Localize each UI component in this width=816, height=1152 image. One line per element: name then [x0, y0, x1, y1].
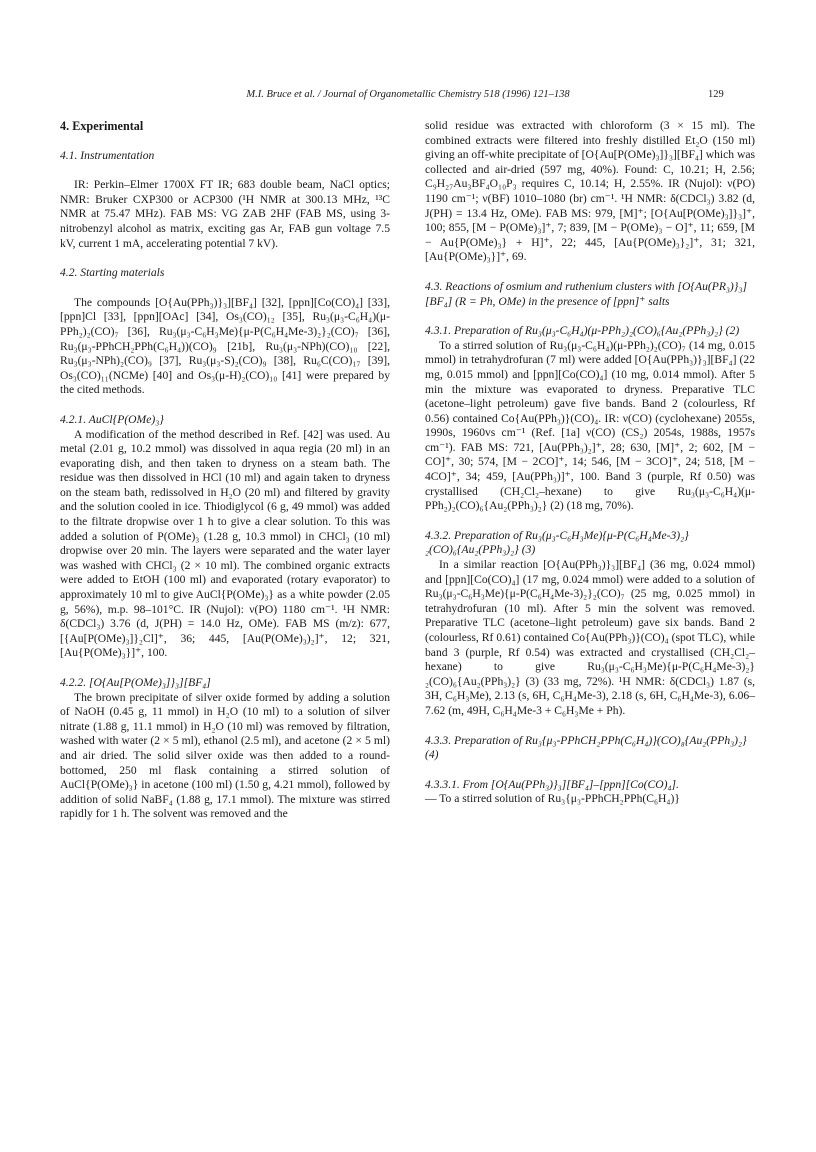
subsubsection-heading-oxonium: 4.2.2. [O{Au[P(OMe)₃]}₃][BF₄]	[60, 676, 211, 689]
running-head-title: M.I. Bruce et al. / Journal of Organometallic Chemistry 518 (1996) 121–138	[246, 89, 570, 100]
paragraph-4-3-1: To a stirred solution of Ru₃(μ₃-C₆H₄)(μ-PPh₂)₂(CO)₇ (14 mg, 0.015 mmol) in tetrahydrofuran (7 ml) were added [O{Au(PPh₃)}₃][BF₄] (22 mg, 0.015 mmol) and [ppn][Co(CO)₄] (10 mg, 0.014 mmol). After 5 min the mixture was evaporated to dryness. Preparative TLC (acetone–light petroleum) gave five bands. Band 2 (colourless, Rf 0.56) contained Co{Au(PPh₃)}(CO)₄. IR: ν(CO) (cyclohexane) 2055s, 1990s, 1960vs cm⁻¹ (Ref. [1a] ν(CO) (CS₂) 2054s, 1988s, 1957s cm⁻¹). FAB MS: 721, [Au(PPh₃)₂]⁺, 28; 630, [M]⁺, 2; 602, [M − CO]⁺, 30; 574, [M − 2CO]⁺, 14; 546, [M − 3CO]⁺, 24; 518, [M − 4CO]⁺, 34; 459, [Au(PPh₃)]⁺, 100. Band 3 (purple, Rf 0.50) was crystallised (CH₂Cl₂–hexane) to give Ru₃(μ₃-C₆H₄)(μ-PPh₂)₂(CO)₆{Au₂(PPh₃)₂} (2) (18 mg, 70%).	[425, 338, 755, 513]
subsection-heading-reactions: 4.3. Reactions of osmium and ruthenium clusters with [O{Au(PR₃)}₃][BF₄] (R = Ph, OMe) in the presence of [ppn]⁺ salts	[425, 279, 747, 308]
subsection-heading-starting-materials: 4.2. Starting materials	[60, 266, 165, 280]
left-column	[60, 119, 390, 822]
subsubsection-heading-4-3-2: 4.3.2. Preparation of Ru₃(μ₃-C₆H₃Me){μ-P(C₆H₄Me-3)₂}₂(CO)₆{Au₂(PPh₃)₂} (3)	[425, 528, 689, 557]
subsubsection-heading-4-3-3: 4.3.3. Preparation of Ru₃{μ₃-PPhCH₂PPh(C₆H₄)}(CO)₈{Au₂(PPh₃)₂} (4)	[425, 733, 747, 762]
subsubsection-heading-4-3-1: 4.3.1. Preparation of Ru₃(μ₃-C₆H₄)(μ-PPh₂)₂(CO)₆{Au₂(PPh₃)₂} (2)	[425, 324, 740, 338]
paragraph-4-3-3-1: — To a stirred solution of Ru₃{μ₃-PPhCH₂PPh(C₆H₄)}	[425, 792, 680, 806]
right-column	[425, 119, 755, 807]
paragraph-starting-materials: The compounds [O{Au(PPh₃)}₃][BF₄] [32], [ppn][Co(CO)₄] [33], [ppn]Cl [33], [ppn][OAc] [34], Os₃(CO)₁₂ [35], Ru₃(μ₃-C₆H₄)(μ-PPh₂)₂(CO)₇ [36], Ru₃(μ₃-C₆H₃Me){μ-P(C₆H₄Me-3)₂}₂(CO)₇ [36], Ru₃(μ₃-PPhCH₂PPh(C₆H₄))(CO)₉ [21b], Ru₃(μ₃-NPh)(CO)₁₀ [22], Ru₃(μ₃-NPh)₂(CO)₉ [37], Ru₃(μ₃-S)₂(CO)₉ [38], Ru₆C(CO)₁₇ [39], Os₃(CO)₁₁(NCMe) [40] and Os₃(μ-H)₂(CO)₁₀ [41] were prepared by the cited methods.	[60, 295, 390, 397]
running-head	[0, 89, 816, 103]
paragraph-aucl: A modification of the method described in Ref. [42] was used. Au metal (2.01 g, 10.2 mmol) was dissolved in aqua regia (20 ml) in an evaporating dish, and then taken to dryness on a steam bath. The residue was then dissolved in HCl (10 ml) and again taken to dryness on the steam bath, redissolved in H₂O (20 ml) and filtered by gravity and the solution cooled in ice. Thiodiglycol (6 g, 49 mmol) was added to the filtrate dropwise over 1 h to give a clear solution. To this was added a solution of P(OMe)₃ (1.28 g, 10.3 mmol) in CHCl₃ (10 ml) dropwise over 20 min. The layers were separated and the water layer was washed with CHCl₃ (2 × 10 ml). The combined organic extracts were added to EtOH (100 ml) and evaporated (rotary evaporator) to approximately 10 ml to give AuCl{P(OMe)₃} as a white powder (2.05 g, 56%), m.p. 98–101°C. IR (Nujol): ν(PO) 1180 cm⁻¹. ¹H NMR: δ(CDCl₃) 3.76 (d, J(PH) = 14.0 Hz, OMe). FAB MS (m/z): 677, [{Au[P(OMe)₃]}₂Cl]⁺, 36; 445, [Au(P(OMe)₃)₂]⁺, 12; 321, [Au{P(OMe)₃}]⁺, 100.	[60, 427, 390, 660]
paragraph-continued: solid residue was extracted with chloroform (3 × 15 ml). The combined extracts were filtered into freshly distilled Et₂O (150 ml) giving an off-white precipitate of [O{Au[P(OMe)₃]}₃][BF₄] which was collected and air-dried (597 mg, 40%). Found: C, 10.21; H, 2.56; C₉H₂₇Au₃BF₄O₁₀P₃ requires C, 10.14; H, 2.55%. IR (Nujol): ν(PO) 1190 cm⁻¹; ν(BF) 1010–1080 (br) cm⁻¹. ¹H NMR: δ(CDCl₃) 3.82 (d, J(PH) = 13.4 Hz, OMe). FAB MS: 979, [M]⁺; [O{Au[P(OMe)₃]}₃]⁺, 100; 855, [M − P(OMe)₃]⁺, 7; 839, [M − P(OMe)₃ − O]⁺, 11; 659, [M − Au{P(OMe)₃} + H]⁺, 22; 445, [Au{P(OMe)₃}₂]⁺, 31; 321, [Au{P(OMe)₃}]⁺, 69.	[425, 119, 755, 264]
section-heading-experimental: 4. Experimental	[60, 119, 144, 133]
paragraph-oxonium: The brown precipitate of silver oxide formed by adding a solution of NaOH (0.45 g, 11 mmol) in H₂O (10 ml) to a solution of silver nitrate (1.88 g, 11.1 mmol) in H₂O (10 ml) was removed by filtration, washed with water (2 × 5 ml), ethanol (2.5 ml), and acetone (2 × 5 ml) and air dried. The solid silver oxide was then added to a round-bottomed, 250 ml flask containing a stirred solution of AuCl{P(OMe)₃} in acetone (100 ml) (1.50 g, 4.21 mmol), followed by addition of solid NaBF₄ (1.88 g, 17.1 mmol). The mixture was stirred rapidly for 1 h. The solvent was removed and the	[60, 690, 390, 821]
subsection-heading-instrumentation: 4.1. Instrumentation	[60, 148, 155, 162]
subsubsection-heading-aucl: 4.2.1. AuCl{P(OMe)₃}	[60, 412, 164, 426]
paragraph-4-3-2: In a similar reaction [O{Au(PPh₃)}₃][BF₄] (36 mg, 0.024 mmol) and [ppn][Co(CO)₄] (17 mg, 0.024 mmol) were added to a solution of Ru₃(μ₃-C₆H₃Me){μ-P(C₆H₄Me-3)₂}₂(CO)₇ (25 mg, 0.025 mmol) in tetrahydrofuran (10 ml). After 5 min the solvent was removed. Preparative TLC (acetone–light petroleum) gave six bands. Band 2 (colourless, Rf 0.61) contained Co{Au(PPh₃)}(CO)₄ (spot TLC), while band 3 (purple, Rf 0.54) was extracted and crystallised (CH₂Cl₂–hexane) to give Ru₃(μ₃-C₆H₃Me){μ-P(C₆H₄Me-3)₂}₂(CO)₆{Au₂(PPh₃)₂} (3) (33 mg, 72%). ¹H NMR: δ(CDCl₃) 1.87 (s, 3H, C₆H₃Me), 2.13 (s, 6H, C₆H₄Me-3), 2.18 (s, 6H, C₆H₄Me-3), 6.06–7.62 (m, 49H, C₆H₄Me-3 + C₆H₃Me + Ph).	[425, 558, 755, 717]
page-number: 129	[708, 89, 724, 100]
paragraph-instrumentation: IR: Perkin–Elmer 1700X FT IR; 683 double beam, NaCl optics; NMR: Bruker CXP300 or ACP300 (¹H NMR at 300.13 MHz, ¹³C NMR at 75.47 MHz). FAB MS: VG ZAB 2HF (FAB MS, using 3-nitrobenzyl alcohol as matrix, exciting gas Ar, FAB gun voltage 7.5 kV, current 1 mA, accelerating potential 7 kV).	[60, 178, 390, 250]
subsubsection-heading-4-3-3-1: 4.3.3.1. From [O{Au(PPh₃)}₃][BF₄]–[ppn][Co(CO)₄].	[425, 777, 679, 791]
